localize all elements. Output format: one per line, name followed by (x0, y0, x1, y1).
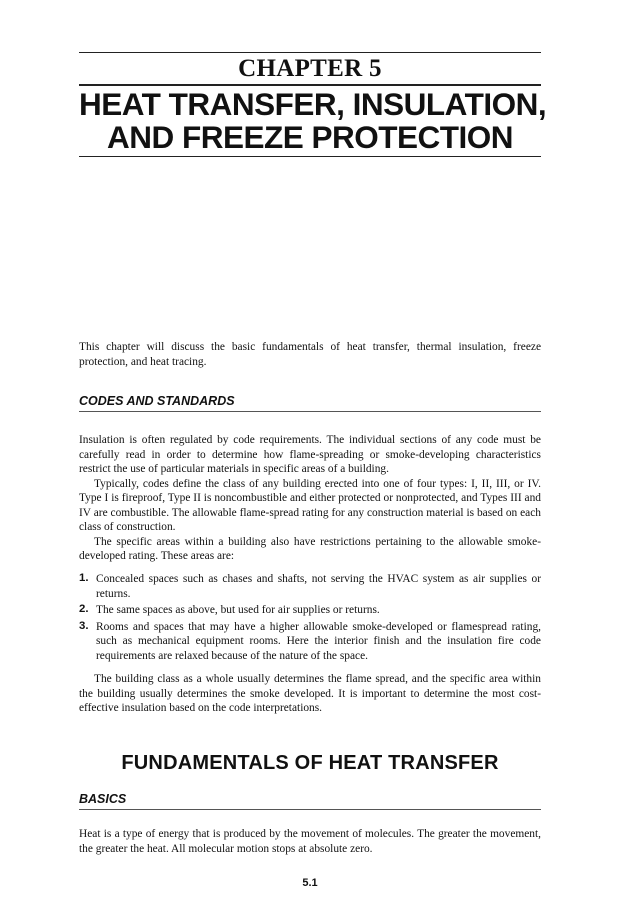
codes-heading-rule (79, 411, 541, 412)
list-item (79, 572, 541, 601)
codes-closing-block (79, 672, 541, 716)
chapter-title-line-1: HEAT TRANSFER, INSULATION, (79, 86, 547, 122)
list-item (79, 603, 541, 618)
document-page (79, 0, 547, 900)
codes-paragraph-1: Insulation is often regulated by code requirements. The individual sections of any code must be carefully read in order to determine how flame-spreading or smoke-developing characteristics restrict the use of particular materials in specific areas of a building. (79, 434, 541, 475)
codes-paragraph-3: The specific areas within a building also have restrictions pertaining to the allowable smoke-developed rating. These areas are: (79, 535, 541, 562)
list-item (79, 620, 541, 664)
chapter-title-line-2: AND FREEZE PROTECTION (106, 119, 513, 155)
page-number: 5.1 (302, 877, 318, 889)
list-item-text: Concealed spaces such as chases and shafts, not serving the HVAC system as air supplies or returns. (96, 573, 541, 600)
basics-paragraph: Heat is a type of energy that is produced by the movement of molecules. The greater the movement, the greater the heat. All molecular motion stops at absolute zero. (79, 828, 541, 855)
intro-paragraph: This chapter will discuss the basic fundamentals of heat transfer, thermal insulation, freeze protection, and heat tracing. (79, 341, 541, 368)
top-rule (79, 52, 541, 53)
basics-heading-rule (79, 809, 541, 810)
fundamentals-heading: FUNDAMENTALS OF HEAT TRANSFER (121, 752, 499, 774)
basics-heading: BASICS (79, 792, 127, 806)
list-item-text: The same spaces as above, but used for air supplies or returns. (96, 604, 380, 616)
chapter-title (79, 86, 547, 155)
codes-paragraphs (79, 433, 541, 564)
list-item-number: 3. (79, 619, 89, 632)
intro-block (79, 340, 541, 369)
list-item-number: 1. (79, 572, 89, 584)
codes-standards-heading: CODES AND STANDARDS (79, 394, 235, 408)
area-list (79, 572, 541, 665)
basics-block (79, 827, 541, 856)
list-item-number: 2. (79, 603, 89, 615)
list-item-text: Rooms and spaces that may have a higher allowable smoke-developed or flamespread rating, such as mechanical equipment rooms. Here the interior finish and the insulation fire code requirements are relaxed because of the nature of the space. (96, 620, 541, 662)
chapter-label: CHAPTER 5 (238, 55, 382, 82)
codes-paragraph-4: The building class as a whole usually determines the flame spread, and the specific area within the building usually determines the smoke developed. It is important to determine the most cost-effective insulation based on the code interpretations. (79, 673, 541, 714)
title-bottom-rule (79, 156, 541, 157)
codes-paragraph-2: Typically, codes define the class of any building erected into one of four types: I, II, III, or IV. Type I is fireproof, Type II is noncombustible and either protected or nonprotected, and Types III and IV are combustible. The allowable flame-spread rating for any construction material is based on each class of construction. (79, 477, 541, 533)
